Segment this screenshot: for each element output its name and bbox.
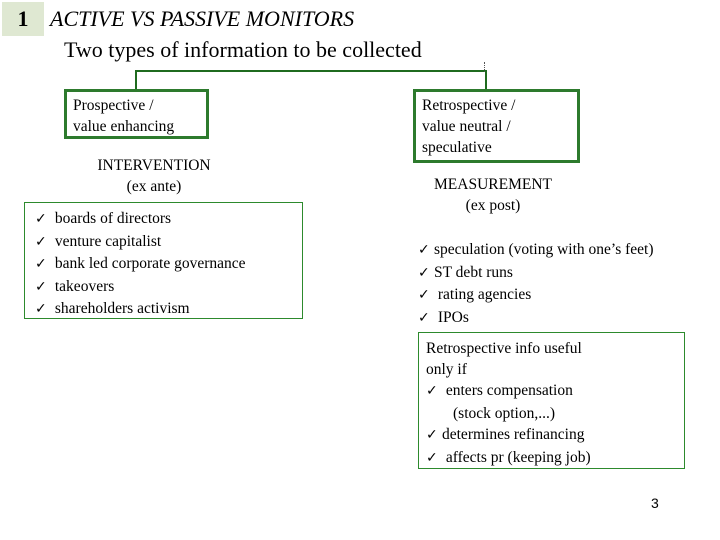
check-icon: ✓ (418, 287, 430, 303)
connector-tick (484, 62, 489, 72)
check-icon: ✓ (35, 211, 47, 227)
list-item-continuation: (stock option,...) (453, 404, 556, 422)
list-item: ✓ bank led corporate governance (35, 253, 302, 276)
intervention-heading (64, 155, 244, 197)
retrospective-note-box (418, 332, 685, 469)
note-list (426, 380, 684, 469)
branch-connector (135, 70, 487, 90)
retrospective-line-3: speculative (422, 139, 492, 156)
note-line-2: only if (426, 361, 467, 378)
retrospective-line-1: Retrospective / (422, 97, 516, 114)
check-icon: ✓ (35, 233, 47, 250)
measurement-line-1: MEASUREMENT (434, 176, 552, 193)
check-icon: ✓ (426, 383, 438, 399)
list-item: ✓ rating agencies (418, 284, 654, 307)
intervention-list (35, 208, 302, 321)
list-item: ✓ determines refinancing (426, 424, 684, 447)
check-icon: ✓ (35, 301, 47, 317)
list-item: ✓ boards of directors (35, 208, 302, 231)
intervention-line-1: INTERVENTION (97, 157, 211, 174)
measurement-list (418, 239, 654, 329)
check-icon: ✓ (418, 242, 430, 258)
note-line-1: Retrospective info useful (426, 340, 582, 357)
check-icon: ✓ (426, 427, 438, 443)
slide-number-badge: 1 (2, 2, 44, 36)
measurement-line-2: (ex post) (465, 197, 521, 214)
list-item: ✓ IPOs (418, 307, 654, 330)
list-item: ✓ speculation (voting with one’s feet) (418, 239, 654, 262)
intervention-line-2: (ex ante) (126, 178, 182, 195)
retrospective-line-2: value neutral / (422, 118, 511, 135)
check-icon: ✓ (35, 256, 47, 272)
check-icon: ✓ (418, 309, 430, 326)
slide-title: ACTIVE VS PASSIVE MONITORS (50, 6, 355, 31)
intervention-list-box (24, 202, 303, 319)
slide-subtitle: Two types of information to be collected (64, 37, 422, 62)
list-item: ✓ enters compensation (426, 380, 684, 403)
list-item: ✓ affects pr (keeping job) (426, 447, 684, 470)
prospective-line-2: value enhancing (73, 118, 175, 135)
check-icon: ✓ (418, 264, 430, 281)
prospective-box (64, 89, 209, 139)
page-number: 3 (651, 495, 659, 511)
list-item: ✓ venture capitalist (35, 231, 302, 254)
measurement-heading (414, 174, 572, 216)
retrospective-box (413, 89, 580, 163)
list-item: ✓ takeovers (35, 276, 302, 299)
list-item: ✓ ST debt runs (418, 262, 654, 285)
list-item: ✓ shareholders activism (35, 298, 302, 321)
check-icon: ✓ (426, 449, 438, 466)
prospective-line-1: Prospective / (73, 97, 154, 114)
check-icon: ✓ (35, 278, 47, 295)
